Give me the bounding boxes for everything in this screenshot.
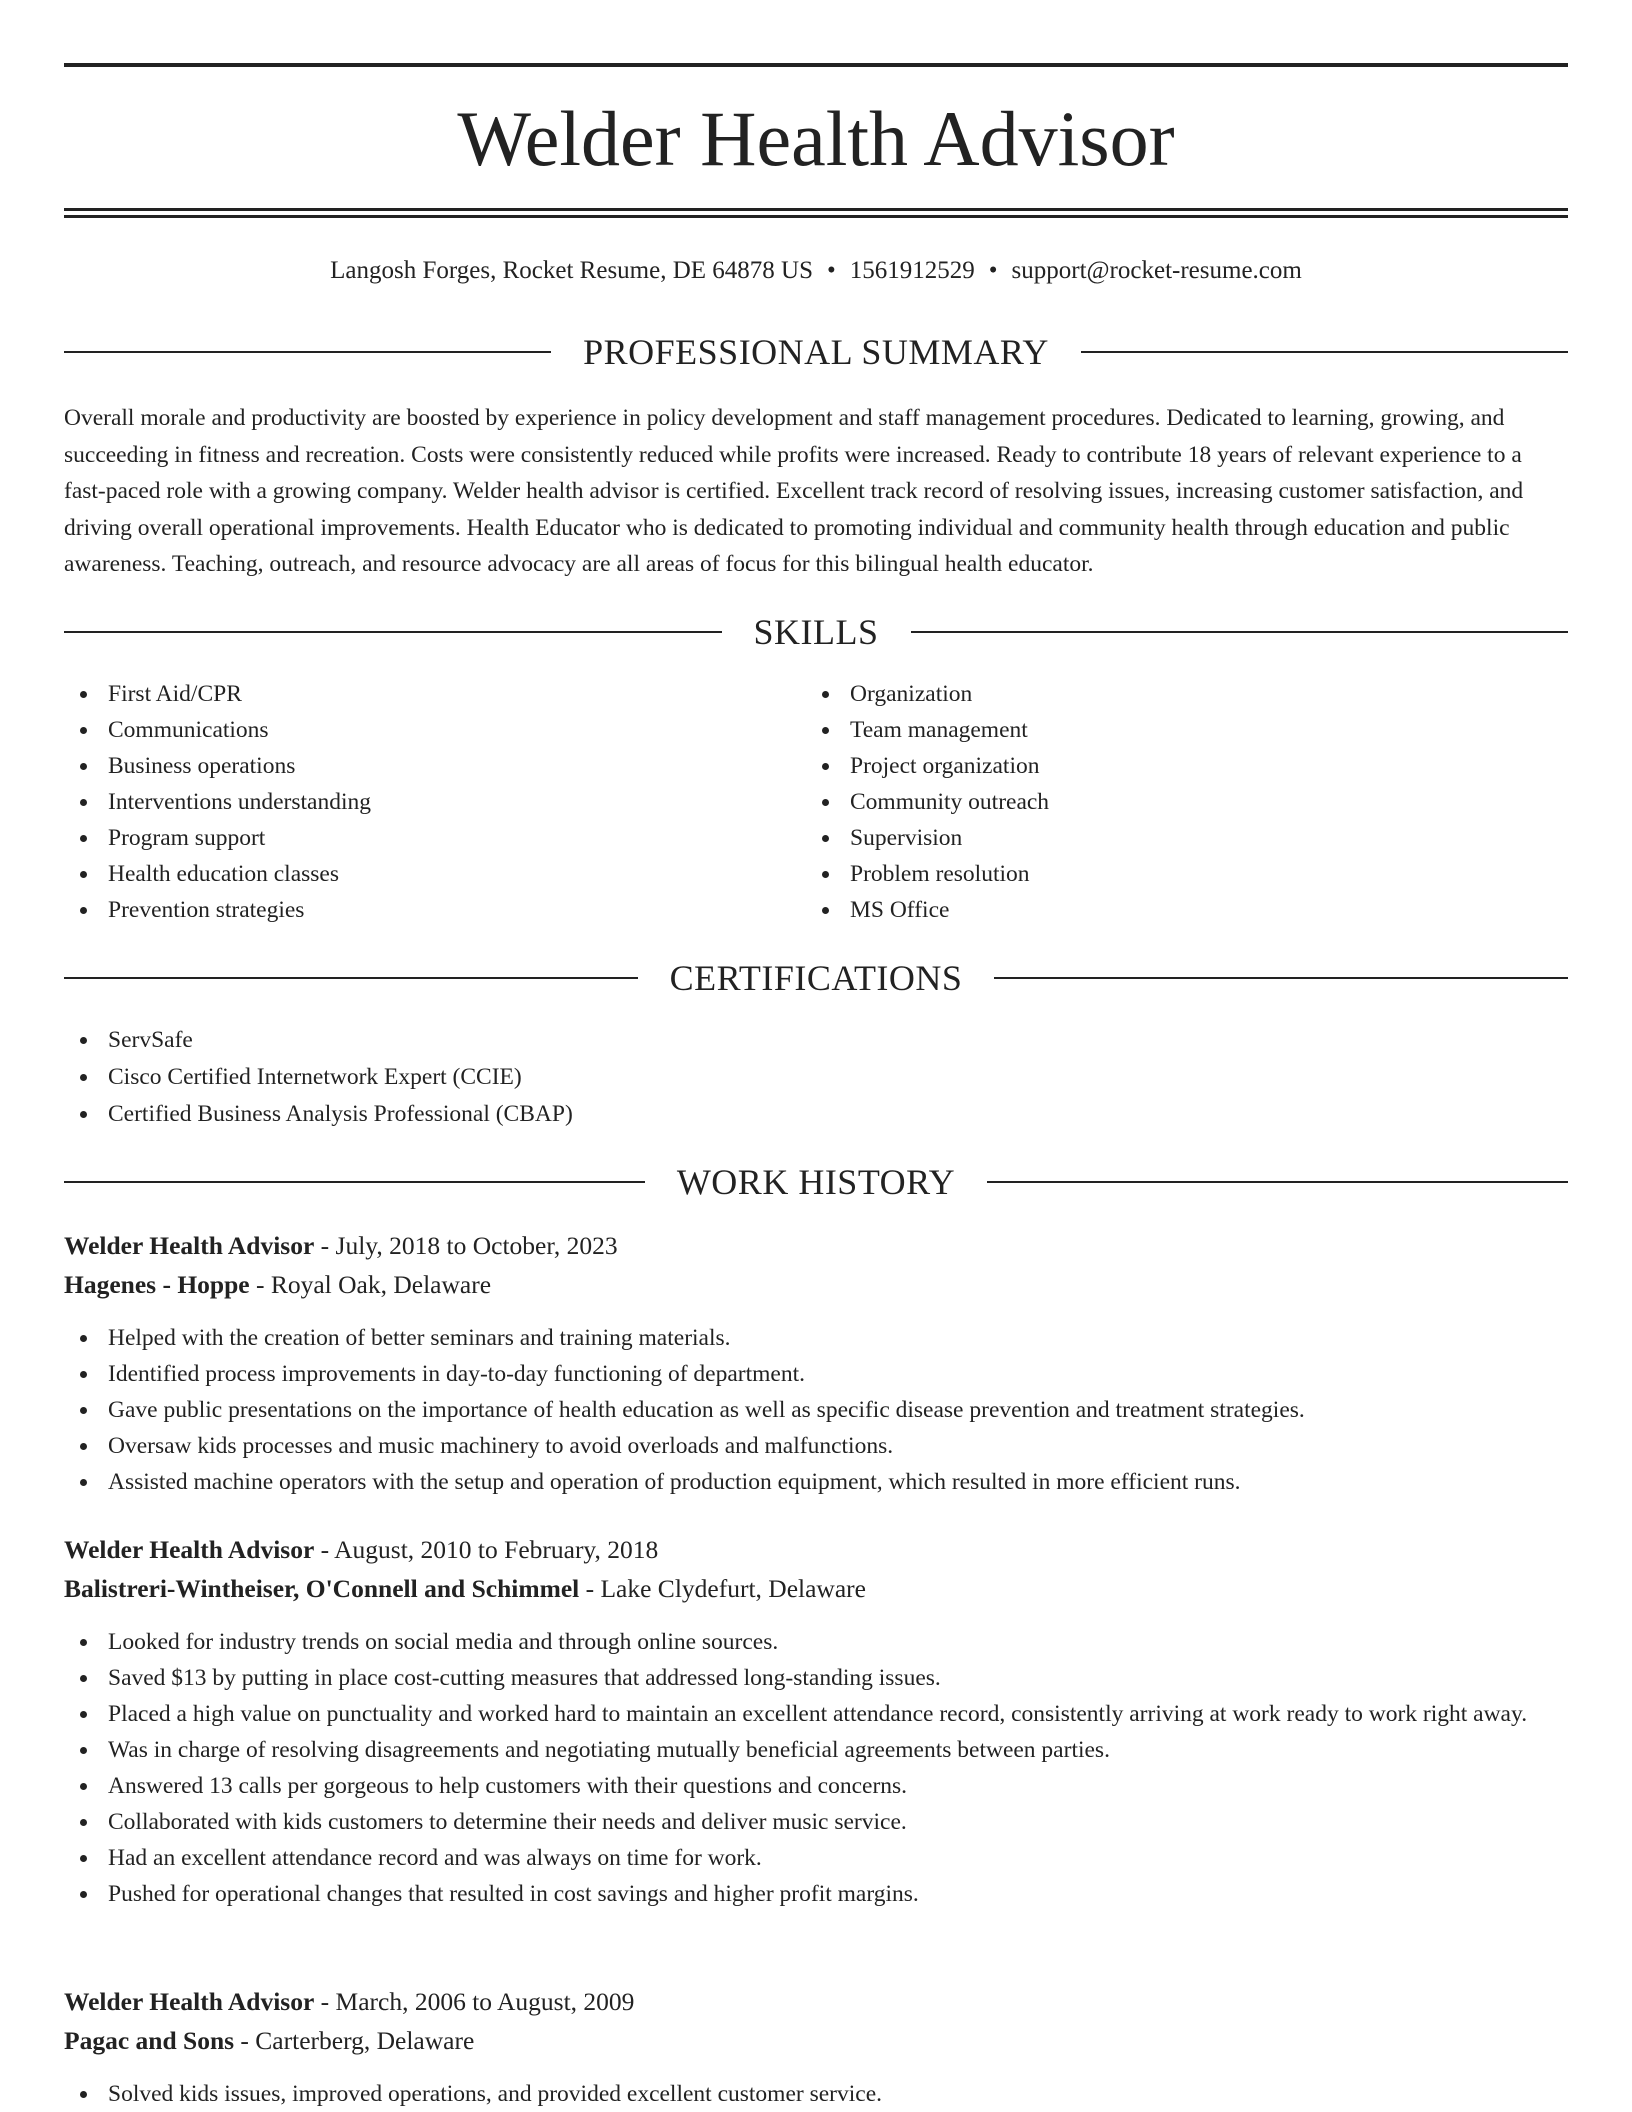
skills-title: SKILLS <box>753 612 879 652</box>
job-location: Lake Clydefurt, Delaware <box>600 1574 866 1603</box>
work-history-title: WORK HISTORY <box>676 1162 956 1202</box>
heading-rule-right <box>1081 351 1568 353</box>
job-bullet: Had an excellent attendance record and was always on time for work. <box>64 1840 1568 1876</box>
skill-item: First Aid/CPR <box>64 676 764 712</box>
heading-rule-left <box>64 351 551 353</box>
job-bullets <box>64 1624 1568 1912</box>
job-bullet: Gave public presentations on the importance of health education as well as specific disease prevention and treatment strategies. <box>64 1392 1568 1428</box>
job-bullet: Pushed for operational changes that resulted in cost savings and higher profit margins. <box>64 1876 1568 1912</box>
work-history-heading <box>64 1162 1568 1202</box>
job-title-line: Welder Health Advisor - August, 2010 to February, 2018 <box>64 1535 659 1564</box>
job-bullet: Answered 13 calls per gorgeous to help customers with their questions and concerns. <box>64 1768 1568 1804</box>
candidate-name: Welder Health Advisor <box>457 95 1175 182</box>
job-bullet: Oversaw kids processes and music machinery to avoid overloads and malfunctions. <box>64 1428 1568 1464</box>
contact-phone: 1561912529 <box>849 257 975 284</box>
header-rule-lower <box>64 215 1568 218</box>
job-entry <box>64 1530 1568 1912</box>
certifications-list <box>64 1022 1568 1133</box>
job-bullet: Helped with the creation of better seminars and training materials. <box>64 1320 1568 1356</box>
job-company: Hagenes - Hoppe <box>64 1270 250 1299</box>
job-title: Welder Health Advisor <box>64 1987 315 2016</box>
job-company-line: Balistreri-Wintheiser, O'Connell and Schimmel - Lake Clydefurt, Delaware <box>64 1574 866 1603</box>
top-rule <box>64 63 1568 67</box>
job-location: Carterberg, Delaware <box>255 2026 475 2055</box>
job-bullets <box>64 1320 1568 1500</box>
skill-item: Prevention strategies <box>64 892 764 928</box>
skill-item: Health education classes <box>64 856 764 892</box>
skill-item: MS Office <box>806 892 1506 928</box>
job-title-line: Welder Health Advisor - July, 2018 to October, 2023 <box>64 1231 618 1260</box>
job-dates: July, 2018 to October, 2023 <box>335 1231 618 1260</box>
job-bullet: Placed a high value on punctuality and worked hard to maintain an excellent attendance record, consistently arriving at work ready to work right away. <box>64 1696 1568 1732</box>
job-bullets <box>64 2076 1568 2112</box>
heading-rule-left <box>64 1181 645 1183</box>
job-location: Royal Oak, Delaware <box>270 1270 492 1299</box>
contact-separator: • <box>988 257 998 284</box>
job-title: Welder Health Advisor <box>64 1535 315 1564</box>
certification-item: ServSafe <box>64 1022 1568 1059</box>
certification-item: Cisco Certified Internetwork Expert (CCIE) <box>64 1059 1568 1096</box>
job-bullet: Solved kids issues, improved operations, and provided excellent customer service. <box>64 2076 1568 2112</box>
job-company-line: Hagenes - Hoppe - Royal Oak, Delaware <box>64 1270 492 1299</box>
heading-rule-right <box>987 1181 1568 1183</box>
skill-item: Business operations <box>64 748 764 784</box>
job-entry <box>64 1226 1568 1500</box>
job-bullet: Looked for industry trends on social media and through online sources. <box>64 1624 1568 1660</box>
skill-item: Interventions understanding <box>64 784 764 820</box>
header-rule-upper <box>64 208 1568 211</box>
job-entry <box>64 1982 1568 2112</box>
skill-item: Project organization <box>806 748 1506 784</box>
job-dates: August, 2010 to February, 2018 <box>334 1535 659 1564</box>
contact-line <box>64 254 1568 288</box>
skill-item: Community outreach <box>806 784 1506 820</box>
job-bullet: Saved $13 by putting in place cost-cutting measures that addressed long-standing issues. <box>64 1660 1568 1696</box>
skill-item: Problem resolution <box>806 856 1506 892</box>
job-title: Welder Health Advisor <box>64 1231 315 1260</box>
skill-item: Program support <box>64 820 764 856</box>
contact-address: Langosh Forges, Rocket Resume, DE 64878 US <box>330 257 813 284</box>
skill-item: Supervision <box>806 820 1506 856</box>
heading-rule-left <box>64 631 722 633</box>
summary-heading <box>64 332 1568 372</box>
heading-rule-right <box>911 631 1569 633</box>
heading-rule-left <box>64 977 638 979</box>
job-title-line: Welder Health Advisor - March, 2006 to August, 2009 <box>64 1987 635 2016</box>
summary-title: PROFESSIONAL SUMMARY <box>583 332 1049 372</box>
job-bullet: Collaborated with kids customers to determine their needs and deliver music service. <box>64 1804 1568 1840</box>
skill-item: Organization <box>806 676 1506 712</box>
skill-item: Team management <box>806 712 1506 748</box>
job-dates: March, 2006 to August, 2009 <box>335 1987 635 2016</box>
contact-email: support@rocket-resume.com <box>1011 257 1302 284</box>
skills-heading <box>64 612 1568 652</box>
skills-list-left <box>64 676 764 928</box>
job-bullet: Assisted machine operators with the setup and operation of production equipment, which resulted in more efficient runs. <box>64 1464 1568 1500</box>
certifications-heading <box>64 958 1568 998</box>
job-company-line: Pagac and Sons - Carterberg, Delaware <box>64 2026 475 2055</box>
heading-rule-right <box>994 977 1568 979</box>
job-company: Pagac and Sons <box>64 2026 235 2055</box>
job-bullet: Identified process improvements in day-to-day functioning of department. <box>64 1356 1568 1392</box>
certification-item: Certified Business Analysis Professional (CBAP) <box>64 1096 1568 1133</box>
job-bullet: Was in charge of resolving disagreements and negotiating mutually beneficial agreements between parties. <box>64 1732 1568 1768</box>
summary-text: Overall morale and productivity are boosted by experience in policy development and staff management procedures. Dedicated to learning, growing, and succeeding in fitness and recreation. Costs were consistently reduced while profits were increased. Ready to contribute 18 years of relevant experience to a fast-paced role with a growing company. Welder health advisor is certified. Excellent track record of resolving issues, increasing customer satisfaction, and driving overall operational improvements. Health Educator who is dedicated to promoting individual and community health through education and public awareness. Teaching, outreach, and resource advocacy are all areas of focus for this bilingual health educator. <box>64 405 1524 577</box>
contact-separator: • <box>827 257 836 284</box>
skills-list-right <box>806 676 1506 928</box>
certifications-title: CERTIFICATIONS <box>669 958 963 998</box>
skill-item: Communications <box>64 712 764 748</box>
job-company: Balistreri-Wintheiser, O'Connell and Schimmel <box>64 1574 580 1603</box>
